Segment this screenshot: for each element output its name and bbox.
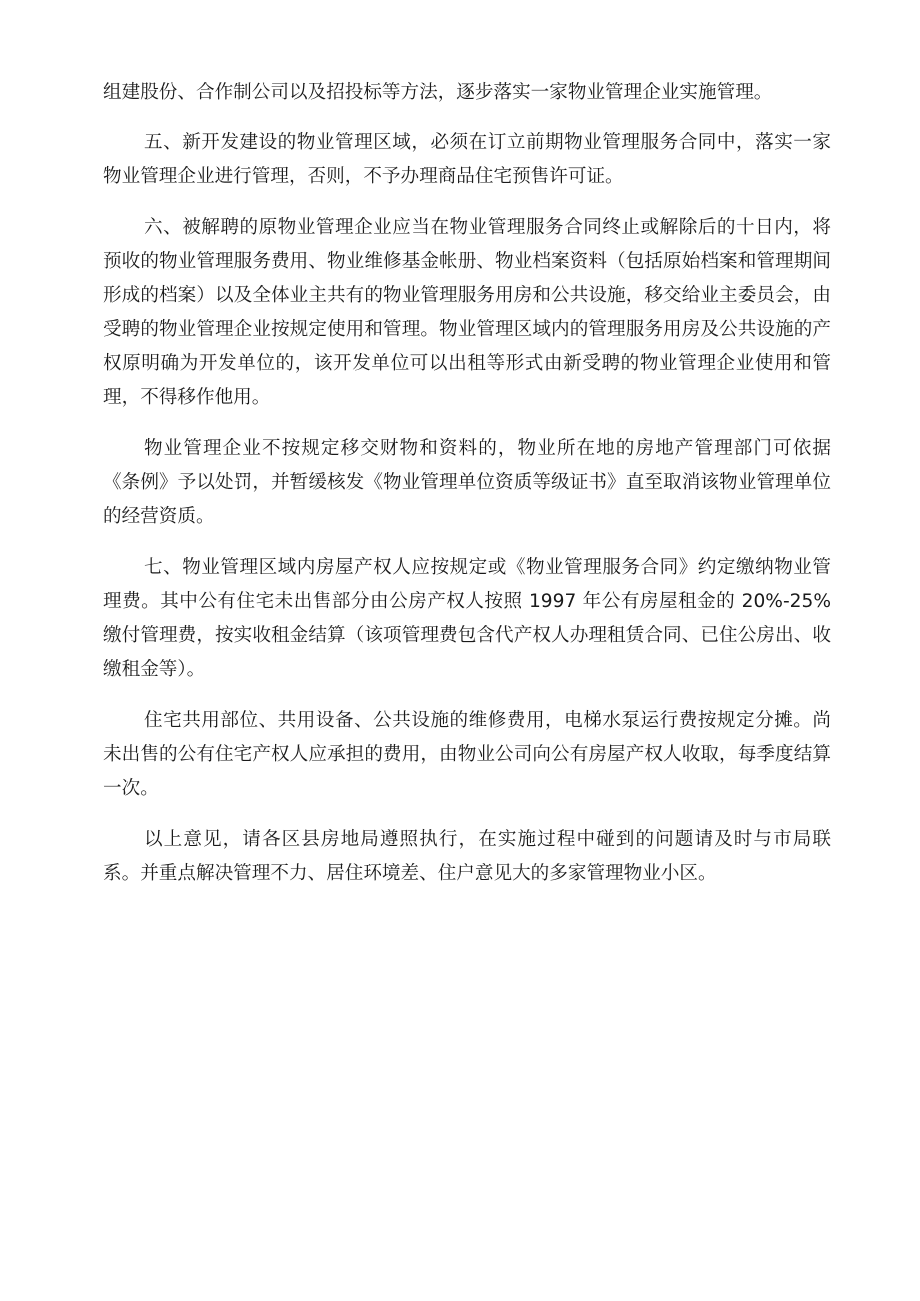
paragraph-item-6: 六、被解聘的原物业管理企业应当在物业管理服务合同终止或解除后的十日内，将预收的物业管理服务费用、物业维修基金帐册、物业档案资料（包括原始档案和管理期间形成的档案）以及全体业主共有的物业管理服务用房和公共设施，移交给业主委员会，由受聘的物业管理企业按规定使用和管理。物业管理区域内的管理服务用房及公共设施的产权原明确为开发单位的，该开发单位可以出租等形式由新受聘的物业管理企业使用和管理，不得移作他用。	[103, 217, 831, 408]
paragraph-item-7-maintenance: 住宅共用部位、共用设备、公共设施的维修费用，电梯水泵运行费按规定分摊。尚未出售的公有住宅产权人应承担的费用，由物业公司向公有房屋产权人收取，每季度结算一次。	[103, 710, 831, 799]
paragraph-item-6-penalty: 物业管理企业不按规定移交财物和资料的，物业所在地的房地产管理部门可依据《条例》予以处罚，并暂缓核发《物业管理单位资质等级证书》直至取消该物业管理单位的经营资质。	[103, 438, 831, 527]
paragraph-item-5: 五、新开发建设的物业管理区域，必须在订立前期物业管理服务合同中，落实一家物业管理企业进行管理，否则，不予办理商品住宅预售许可证。	[103, 132, 831, 187]
paragraph-item-7: 七、物业管理区域内房屋产权人应按规定或《物业管理服务合同》约定缴纳物业管理费。其中公有住宅未出售部分由公房产权人按照 1997 年公有房屋租金的 20%-25%缴付管理费，按实收租金结算（该项管理费包含代产权人办理租赁合同、已住公房出、收缴租金等）。	[103, 557, 831, 680]
document-page	[103, 76, 831, 908]
paragraph-closing: 以上意见，请各区县房地局遵照执行，在实施过程中碰到的问题请及时与市局联系。并重点解决管理不力、居住环境差、住户意见大的多家管理物业小区。	[103, 829, 831, 884]
paragraph-continuation: 组建股份、合作制公司以及招投标等方法，逐步落实一家物业管理企业实施管理。	[103, 82, 773, 103]
